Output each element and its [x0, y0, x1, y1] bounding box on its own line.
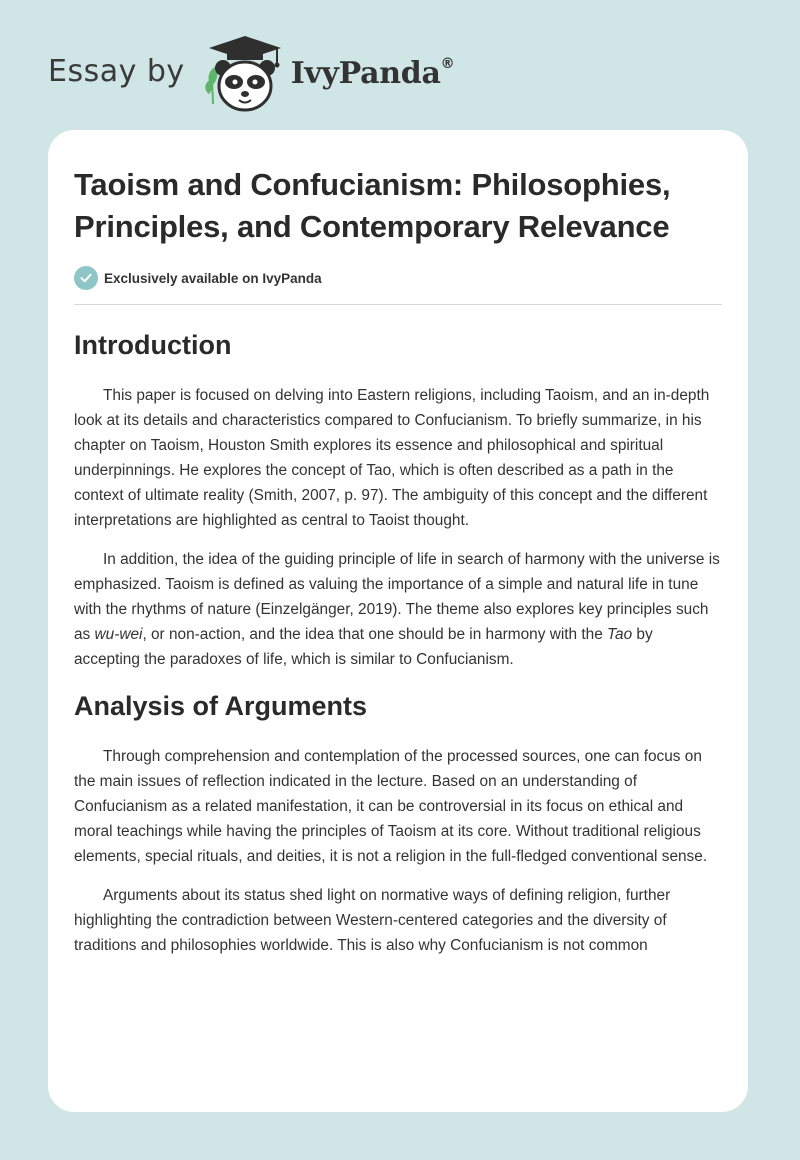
- emphasis-term: Tao: [607, 626, 633, 643]
- paragraph: Arguments about its status shed light on normative ways of defining religion, further highlighting the contradiction between Western-centered categories and the diversity of traditions and philosophies worldwide. This is also why Confucianism is not common: [74, 887, 671, 954]
- brand-name: [291, 56, 455, 91]
- paragraph-text: In addition, the idea of the guiding principle of life in search of harmony with the universe is emphasized. Taoism is defined as valuing the importance of a simple and natural life in tune with the rhythms of nature (Einzelgänger, 2019). The theme also explores key principles such as: [74, 551, 720, 643]
- exclusive-badge: [74, 266, 722, 290]
- brand-prefix: Essay by: [48, 53, 185, 89]
- check-circle-icon: [74, 266, 98, 290]
- paragraph: [74, 547, 722, 672]
- paragraph-text: , or non-action, and the idea that one should be in harmony with the: [142, 626, 608, 643]
- brand-name-text: IvyPanda: [290, 55, 441, 91]
- divider: [74, 304, 722, 305]
- brand-header[interactable]: [48, 34, 454, 114]
- exclusive-label: Exclusively available on IvyPanda: [104, 270, 322, 286]
- brand-registered-mark: ®: [440, 55, 455, 72]
- emphasis-term: wu-wei: [94, 626, 143, 643]
- page-title: Taoism and Confucianism: Philosophies, Principles, and Contemporary Relevance: [74, 167, 671, 244]
- section-heading-analysis: Analysis of Arguments: [74, 691, 368, 721]
- essay-card: [48, 130, 748, 1112]
- paragraph: Through comprehension and contemplation of the processed sources, one can focus on the main issues of reflection indicated in the lecture. Based on an understanding of Confucianism as a related manifestation, it can be controversial in its focus on ethical and moral teachings while having the principles of Taoism at its core. Without traditional religious elements, special rituals, and deities, it is not a religion in the full-fledged conventional sense.: [74, 748, 708, 865]
- paragraph: This paper is focused on delving into Eastern religions, including Taoism, and an in-depth look at its details and characteristics compared to Confucianism. To briefly summarize, in his chapter on Taoism, Houston Smith explores its essence and philosophical and spiritual underpinnings. He explores the concept of Tao, which is often described as a path in the context of ultimate reality (Smith, 2007, p. 97). The ambiguity of this concept and the different interpretations are highlighted as central to Taoist thought.: [74, 387, 710, 529]
- section-heading-introduction: Introduction: [74, 330, 232, 360]
- paragraph-text: by accepting the paradoxes of life, which is similar to Confucianism.: [74, 626, 653, 668]
- panda-logo-icon: [201, 34, 289, 114]
